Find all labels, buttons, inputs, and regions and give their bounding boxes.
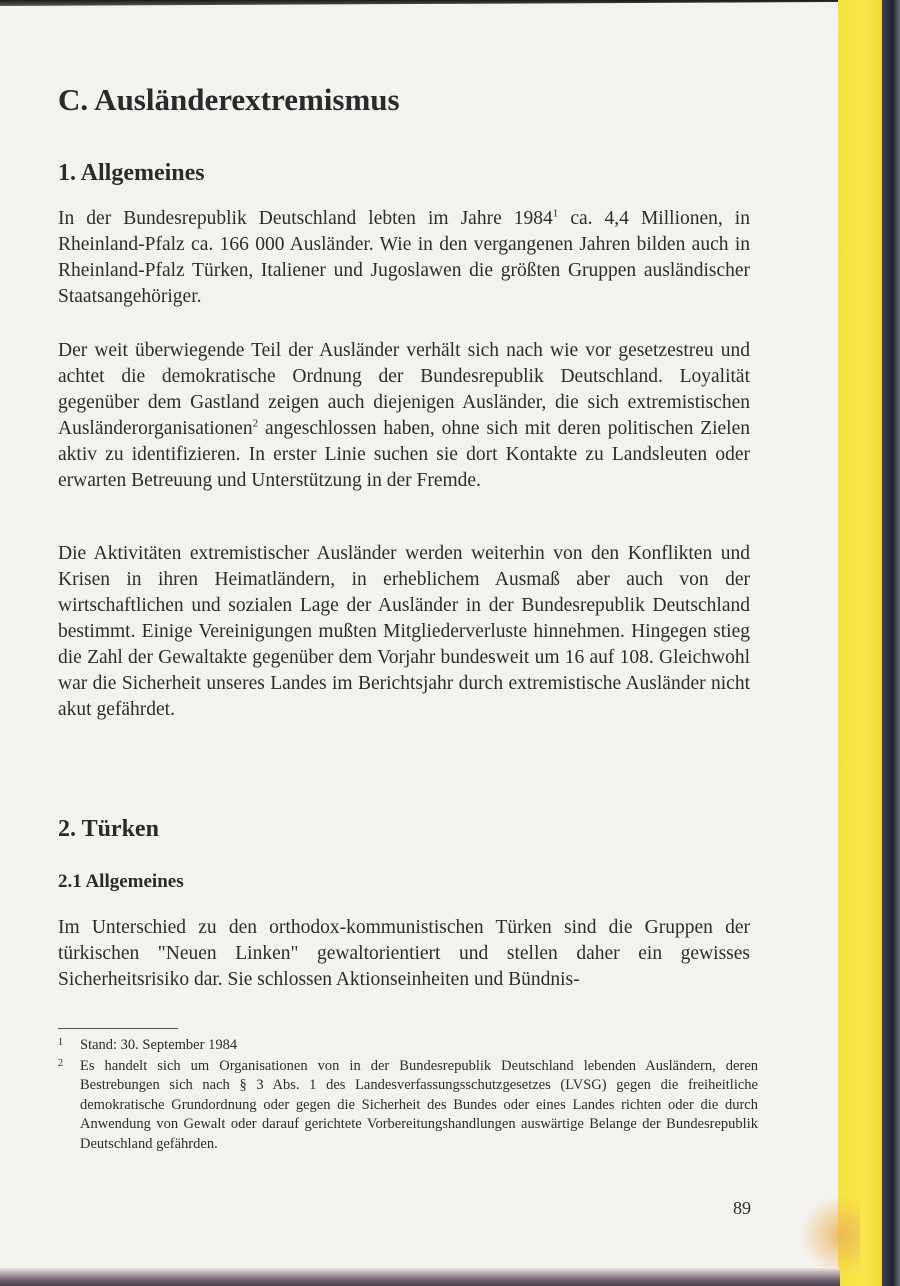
scan-right-edge <box>882 0 900 1286</box>
footnote-mark: 1 <box>58 1037 63 1048</box>
footnote-2 <box>58 1057 758 1155</box>
footnote-mark: 2 <box>58 1057 63 1069</box>
footnote-1 <box>58 1036 758 1056</box>
paragraph-text: ca. 4,4 Millionen, in Rheinland-Pfalz ca. 166 000 Ausländer. Wie in den vergangenen Jahren bilden auch in Rheinland-Pfalz Türken, Italiener und Jugoslawen die größten Gruppen ausländischer Staatsangehöriger. <box>58 208 750 307</box>
section-heading-tuerken: 2. Türken <box>58 816 159 842</box>
scan-top-edge <box>0 0 880 6</box>
paragraph-population <box>58 206 750 310</box>
page-tab-strip <box>838 0 882 1286</box>
paragraph-text: In der Bundesrepublik Deutschland lebten im Jahre 1984 <box>58 208 553 229</box>
footnote-text: Es handelt sich um Organisationen von in der Bundesrepublik Deutschland lebenden Ausländern, deren Bestrebungen sich nach § 3 Abs. 1 des Landesverfassungsschutzgesetzes (LVSG) gegen die freiheitliche demokratische Grundordnung oder gegen die Sicherheit des Bundes oder eines Landes richten oder die durch Anwendung von Gewalt oder darauf gerichtete Vorbereitungshandlungen auswärtige Belange der Bundesrepublik Deutschland gefährden. <box>80 1057 758 1152</box>
footnotes <box>58 1036 758 1155</box>
section-heading-allgemeines: 1. Allgemeines <box>58 160 205 186</box>
paragraph-tuerken-groups: Im Unterschied zu den orthodox-kommunistischen Türken sind die Gruppen der türkischen "Neuen Linken" gewaltorientiert und stellen daher ein gewisses Sicherheitsrisiko dar. Sie schlossen Aktionseinheiten und Bündnis- <box>58 917 750 990</box>
paragraph-activities: Die Aktivitäten extremistischer Ausländer werden weiterhin von den Konflikten und Krisen in ihren Heimatländern, in erheblichem Ausmaß aber auch von der wirtschaftlichen und sozialen Lage der Ausländer in der Bundesrepublik Deutschland bestimmt. Einige Vereinigungen mußten Mitgliederverluste hinnehmen. Hingegen stieg die Zahl der Gewaltakte gegenüber dem Vorjahr bundesweit um 16 auf 108. Gleichwohl war die Sicherheit unseres Landes im Berichtsjahr durch extremistische Ausländer nicht akut gefährdet. <box>58 543 750 720</box>
page-number: 89 <box>733 1198 751 1218</box>
footnote-ref-2[interactable]: 2 <box>252 417 259 430</box>
page-stain <box>800 1195 860 1275</box>
paragraph-text: angeschlossen haben, ohne sich mit deren politischen Zielen aktiv zu identifizieren. In erster Linie suchen sie dort Kontakte zu Landsleuten oder erwarten Betreuung und Unterstützung in der Fremde. <box>58 418 750 491</box>
chapter-title: C. Ausländerextremismus <box>58 82 400 117</box>
paragraph-loyalty <box>58 338 750 494</box>
footnote-ref-1[interactable]: 1 <box>552 207 559 220</box>
footnote-divider <box>58 1028 178 1029</box>
subsection-heading-allgemeines: 2.1 Allgemeines <box>58 871 184 892</box>
paragraph-text: Der weit überwiegende Teil der Ausländer verhält sich nach wie vor gesetzestreu und achtet die demokratische Ordnung der Bundesrepublik Deutschland. Loyalität gegenüber dem Gastland zeigen auch diejenigen Ausländer, die sich extremistischen Ausländerorganisationen <box>58 340 750 439</box>
scan-bottom-edge <box>0 1268 840 1286</box>
footnote-text: Stand: 30. September 1984 <box>80 1037 238 1053</box>
